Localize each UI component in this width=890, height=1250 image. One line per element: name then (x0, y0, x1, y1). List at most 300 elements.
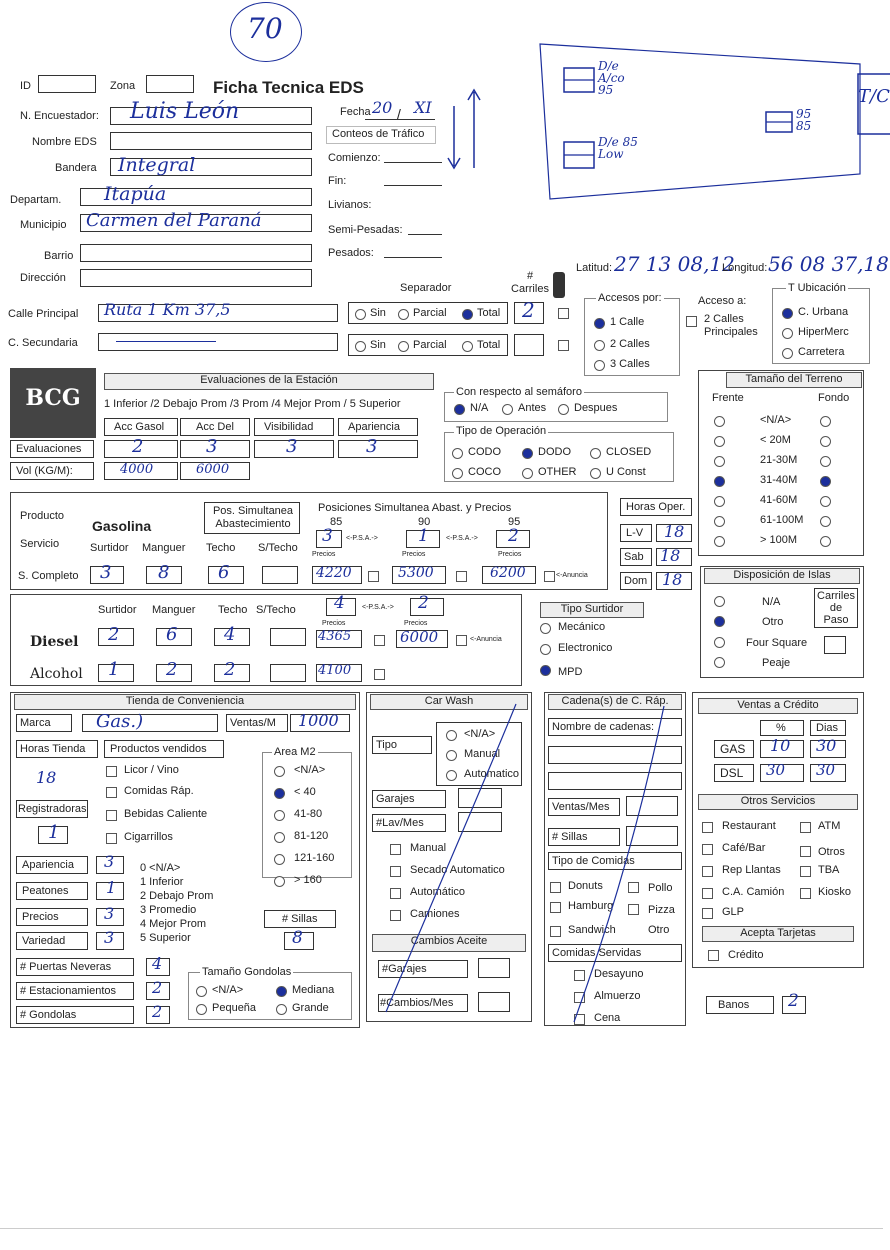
departamento-value: Itapúa (104, 183, 167, 205)
cw-auto: Automatico (464, 768, 520, 780)
pos-90-value: 1 (418, 526, 429, 546)
frente-radio[interactable] (714, 436, 725, 447)
form-title: Ficha Tecnica EDS (213, 78, 364, 97)
carriles-paso-field[interactable] (824, 636, 846, 654)
c-secundaria-dash (116, 341, 216, 342)
apariencia-label: Apariencia (22, 859, 74, 871)
sep1-total: Total (477, 307, 501, 319)
credito-dsl-dias: 30 (816, 761, 836, 779)
pesados-field[interactable] (384, 257, 442, 258)
cadena-crossout (544, 692, 686, 1026)
horas-tienda-value: 18 (36, 768, 57, 787)
semaforo-na: N/A (470, 402, 489, 414)
ubic-urbana: C. Urbana (798, 306, 849, 318)
cw-opt: Manual (410, 842, 447, 854)
diesel-manguer-value: 6 (166, 624, 178, 645)
col-stecho: S/Techo (258, 542, 298, 554)
area-opt: 121-160 (294, 852, 335, 864)
islas-na-radio[interactable] (714, 596, 725, 607)
gas-manguer-value: 8 (158, 562, 170, 583)
marca-value: Gas.) (96, 711, 144, 732)
tam-pequena: Pequeña (212, 1002, 257, 1014)
prod-licor-check[interactable] (106, 766, 117, 777)
longitud-value: 56 08 37,18 (768, 252, 889, 276)
cw-na: <N/A> (464, 728, 496, 740)
direccion-label: Dirección (20, 272, 66, 284)
semaforo-check-1[interactable] (558, 308, 569, 319)
form-number: 70 (247, 12, 283, 45)
comienzo-field[interactable] (384, 162, 442, 163)
registradoras-label: Registradoras (18, 803, 87, 815)
tam-pequena-radio[interactable] (196, 1004, 207, 1015)
diesel-precio1-value: 4365 (318, 629, 352, 644)
sketch-label-1: D/e A/co 95 (598, 59, 625, 97)
op-other-radio[interactable] (522, 468, 533, 479)
comida-opt: Sandwich (568, 924, 616, 936)
ventas-m-value: 1000 (298, 711, 339, 730)
cw-opt: Automático (410, 886, 466, 898)
encuestador-value: Luis León (130, 99, 240, 124)
op-uconst: U Const (606, 466, 646, 478)
estacionamientos-label: # Estacionamientos (20, 985, 116, 997)
diesel-stecho-field[interactable] (270, 628, 306, 646)
fecha-day: 20 (372, 98, 393, 117)
cw-garajes: Garajes (376, 793, 415, 805)
precios-label: Precios (22, 911, 59, 923)
precios-1: Precios (312, 551, 336, 558)
acceso-1-label: 1 Calle (610, 316, 645, 328)
frente-radio[interactable] (714, 456, 725, 467)
sep1-sin-radio[interactable] (355, 309, 366, 320)
prod-bebidas-check[interactable] (106, 810, 117, 821)
anuncia-95-check[interactable] (544, 571, 555, 582)
islas-peaje: Peaje (762, 657, 791, 669)
cadena-servidas: Comidas Servidas (552, 947, 642, 959)
bandera-label: Bandera (55, 162, 97, 174)
diesel-anuncia-label: <-Anuncia (470, 636, 502, 643)
tam-grande: Grande (292, 1002, 329, 1014)
otros-check[interactable] (702, 844, 713, 855)
area-opt: <N/A> (294, 764, 326, 776)
diesel-precios-1: Precios (322, 620, 346, 627)
op-uconst-radio[interactable] (590, 468, 601, 479)
pos-95-value: 2 (508, 526, 519, 546)
otros-check[interactable] (702, 822, 713, 833)
evaluaciones-scale: 1 Inferior /2 Debajo Prom /3 Prom /4 Mejor Prom / 5 Superior (104, 398, 401, 410)
municipio-value: Carmen del Paraná (86, 210, 262, 231)
area-radio[interactable] (274, 766, 285, 777)
diesel-anuncia-2[interactable] (456, 635, 467, 646)
sketch-label-right: T/C (858, 86, 890, 107)
pos-85-value: 3 (322, 526, 333, 546)
cadena-title: Cadena(s) de C. Ráp. (548, 694, 682, 710)
area-radio[interactable] (274, 876, 285, 887)
op-codo: CODO (468, 446, 501, 458)
gas-precio-95-value: 6200 (490, 565, 526, 581)
s-completo-label: S. Completo (18, 570, 79, 582)
barrio-label: Barrio (44, 250, 74, 262)
sep1-total-radio[interactable] (462, 309, 473, 320)
registradoras-value: 1 (48, 822, 60, 843)
sep2-total: Total (477, 339, 501, 351)
acceso-3-radio[interactable] (594, 360, 605, 371)
otros-title: Otros Servicios (698, 794, 858, 810)
area-radio[interactable] (274, 832, 285, 843)
prod-cigarrillos-check[interactable] (106, 833, 117, 844)
nombre-eds-field[interactable] (110, 132, 312, 150)
eval-value-4: 3 (366, 436, 378, 457)
terreno-title: Tamaño del Terreno (726, 372, 862, 388)
livianos-label: Livianos: (328, 199, 372, 211)
vol-value-2: 6000 (196, 462, 230, 477)
area-radio[interactable] (274, 788, 285, 799)
gas-techo-value: 6 (218, 562, 230, 583)
pos-sim-label: Pos. Simultanea Abastecimiento (212, 505, 294, 530)
sep1-parcial: Parcial (413, 307, 447, 319)
tienda-title: Tienda de Conveniencia (14, 694, 356, 710)
id-label: ID (20, 80, 31, 92)
prod-cigarrillos: Cigarrillos (124, 831, 173, 843)
banos-label: Banos (718, 999, 750, 1011)
otros-opt: Rep Llantas (722, 864, 781, 876)
op-coco: COCO (468, 466, 501, 478)
horas-lv-value: 18 (664, 522, 685, 541)
col-surtidor: Surtidor (90, 542, 129, 554)
scale-5: 5 Superior (140, 932, 191, 944)
diesel-pos2-value: 2 (418, 593, 429, 613)
carriles-label: # Carriles (511, 270, 549, 295)
scale-1: 1 Inferior (140, 876, 184, 888)
eval-field-4[interactable] (338, 440, 418, 458)
barrio-field[interactable] (80, 244, 312, 262)
productos-label: Productos vendidos (110, 743, 207, 755)
gas-precio-90-value: 5300 (398, 565, 434, 581)
page-edge (0, 1228, 883, 1229)
fondo-radio[interactable] (820, 436, 831, 447)
precios-3: Precios (498, 551, 522, 558)
sep2-parcial-radio[interactable] (398, 341, 409, 352)
semaforo-despues: Despues (574, 402, 618, 414)
col-manguer: Manguer (142, 542, 186, 554)
islas-peaje-radio[interactable] (714, 657, 725, 668)
prod-bebidas: Bebidas Caliente (124, 808, 208, 820)
alcohol-label: Alcohol (30, 666, 83, 682)
prod-licor: Licor / Vino (124, 764, 179, 776)
zona-field[interactable] (146, 75, 194, 93)
servicio-label: Servicio (20, 538, 60, 550)
apariencia-value: 3 (104, 852, 115, 871)
terreno-row: > 100M (760, 534, 797, 546)
carwash-title: Car Wash (370, 694, 528, 710)
vol-value-1: 4000 (120, 462, 154, 477)
gas-surtidor-value: 3 (100, 562, 112, 583)
conteos-label: Conteos de Tráfico (332, 128, 425, 140)
sillas-value: 8 (292, 928, 303, 948)
gondolas-value: 2 (152, 1002, 163, 1021)
area-opt: < 40 (294, 786, 316, 798)
alcohol-surtidor-value: 1 (108, 659, 120, 680)
tarjetas-credito: Crédito (728, 949, 764, 961)
tam-na: <N/A> (212, 984, 244, 996)
semaforo-despues-radio[interactable] (558, 404, 569, 415)
d-col-techo: Techo (218, 604, 248, 616)
islas-otro: Otro (762, 616, 784, 628)
frente-radio[interactable] (714, 416, 725, 427)
islas-otro-radio[interactable] (714, 616, 725, 627)
surtidor-mpd-radio[interactable] (540, 665, 551, 676)
separador-label: Separador (400, 282, 452, 294)
c-secundaria-label: C. Secundaria (8, 337, 78, 349)
credito-pct: % (776, 722, 786, 734)
cadena-nombre: Nombre de cadenas: (552, 721, 655, 733)
variedad-label: Variedad (22, 935, 66, 947)
horas-title: Horas Oper. (626, 501, 686, 513)
area-opt: 41-80 (294, 808, 323, 820)
cadena-ventas: Ventas/Mes (552, 801, 610, 813)
cadena-tipo: Tipo de Comidas (552, 855, 635, 867)
frente-radio[interactable] (714, 476, 725, 487)
otros-opt: Restaurant (722, 820, 776, 832)
gas-precio-85-value: 4220 (316, 565, 352, 581)
puertas-value: 4 (152, 954, 163, 973)
d-col-surtidor: Surtidor (98, 604, 137, 616)
sep2-total-radio[interactable] (462, 341, 473, 352)
calle-principal-label: Calle Principal (8, 308, 79, 320)
surtidor-mecanico-radio[interactable] (540, 623, 551, 634)
scale-2: 2 Debajo Prom (140, 890, 214, 902)
tam-grande-radio[interactable] (276, 1004, 287, 1015)
otros-opt: C.A. Camión (722, 886, 785, 898)
carriles-field-2[interactable] (514, 334, 544, 356)
acceso-3-label: 3 Calles (610, 358, 650, 370)
frente-radio[interactable] (714, 516, 725, 527)
sillas-label: # Sillas (282, 913, 318, 925)
diesel-surtidor-value: 2 (108, 624, 120, 645)
eval-col-accgasol-label: Acc Gasol (114, 421, 165, 433)
comida-opt: Hamburg (568, 900, 614, 912)
horas-sab-label: Sab (624, 551, 644, 563)
area-radio[interactable] (274, 854, 285, 865)
alcohol-techo-value: 2 (224, 659, 236, 680)
surtidor-mpd: MPD (558, 666, 583, 678)
eval-col-visibilidad-label: Visibilidad (264, 421, 314, 433)
pesados-label: Pesados: (328, 247, 374, 259)
surtidor-electronico-radio[interactable] (540, 644, 551, 655)
prod-comidas-check[interactable] (106, 787, 117, 798)
frente-radio[interactable] (714, 496, 725, 507)
terreno-frente: Frente (712, 392, 744, 404)
cw-opt: Secado Automatico (410, 864, 505, 876)
op-closed: CLOSED (606, 446, 652, 458)
fondo-radio[interactable] (820, 516, 831, 527)
vol-row-text: Vol (KG/M): (16, 465, 73, 477)
bandera-value: Integral (118, 154, 196, 176)
alcohol-stecho-field[interactable] (270, 664, 306, 682)
c-cambios: #Cambios/Mes (380, 997, 454, 1009)
op-coco-radio[interactable] (452, 468, 463, 479)
carwash-crossout (366, 692, 532, 1022)
otros-check[interactable] (800, 822, 811, 833)
tarjetas-title: Acepta Tarjetas (702, 926, 854, 942)
ubic-hipermerc-radio[interactable] (782, 328, 793, 339)
frente-radio[interactable] (714, 536, 725, 547)
acceso-1-radio[interactable] (594, 318, 605, 329)
calle-principal-value: Ruta 1 Km 37,5 (104, 300, 231, 319)
op-dodo-radio[interactable] (522, 448, 533, 459)
semaforo-check-2[interactable] (558, 340, 569, 351)
prod-comidas: Comidas Ráp. (124, 785, 194, 797)
puertas-label: # Puertas Neveras (20, 961, 112, 973)
sep2-parcial: Parcial (413, 339, 447, 351)
credito-gas-dias: 30 (816, 736, 837, 755)
surtidor-title: Tipo Surtidor (540, 602, 644, 618)
id-field[interactable] (38, 75, 96, 93)
alcohol-anuncia[interactable] (374, 669, 385, 680)
station-sketch (520, 34, 883, 214)
cw-lavmes: #Lav/Mes (376, 817, 424, 829)
scale-0: 0 <N/A> (140, 862, 181, 874)
fondo-radio[interactable] (820, 496, 831, 507)
eval-col-apariencia-label: Apariencia (348, 421, 400, 433)
pos-abast-label: Posiciones Simultanea Abast. y Precios (318, 502, 512, 514)
credito-gas: GAS (720, 742, 746, 756)
gas-stecho-field[interactable] (262, 566, 298, 584)
area-opt: 81-120 (294, 830, 329, 842)
tam-mediana: Mediana (292, 984, 335, 996)
cadena-sillas: # Sillas (552, 831, 588, 843)
calles-principales-check[interactable] (686, 316, 697, 327)
alcohol-manguer-value: 2 (166, 659, 178, 680)
otros-check[interactable] (800, 866, 811, 877)
op-closed-radio[interactable] (590, 448, 601, 459)
terreno-row: 61-100M (760, 514, 804, 526)
estacionamientos-value: 2 (152, 978, 163, 997)
semaforo-na-radio[interactable] (454, 404, 465, 415)
fondo-radio[interactable] (820, 456, 831, 467)
tam-na-radio[interactable] (196, 986, 207, 997)
fecha-sep: / (397, 106, 401, 122)
cw-manual: Manual (464, 748, 501, 760)
eval-value-3: 3 (286, 436, 298, 457)
area-radio[interactable] (274, 810, 285, 821)
fondo-radio[interactable] (820, 416, 831, 427)
evaluaciones-row-text: Evaluaciones (16, 443, 82, 455)
grade-95: 95 (508, 516, 521, 528)
fecha-month: XI (414, 98, 432, 117)
otros-check[interactable] (702, 888, 713, 899)
islas-foursquare: Four Square (746, 637, 808, 649)
otros-opt: Otros (818, 846, 845, 858)
producto-label: Producto (20, 510, 65, 522)
ubic-carretera-radio[interactable] (782, 348, 793, 359)
semipesados-label: Semi-Pesadas: (328, 224, 403, 236)
op-codo-radio[interactable] (452, 448, 463, 459)
fondo-radio[interactable] (820, 536, 831, 547)
psa-2: <-P.S.A.-> (446, 535, 478, 542)
tipo-operacion-title: Tipo de Operación (456, 425, 547, 437)
ventas-m-label: Ventas/M (230, 717, 276, 729)
islas-na: N/A (762, 596, 781, 608)
fondo-radio[interactable] (820, 476, 831, 487)
bcg-logo: BCG (10, 368, 96, 438)
semaforo-antes-radio[interactable] (502, 404, 513, 415)
horas-dom-value: 18 (662, 570, 683, 589)
carriles-value: 2 (522, 298, 535, 322)
semipesados-field[interactable] (408, 234, 442, 235)
scale-4: 4 Mejor Prom (140, 918, 207, 930)
evaluaciones-title: Evaluaciones de la Estación (104, 373, 434, 390)
cw-opt: Camiones (410, 908, 460, 920)
ink-arrows (440, 86, 490, 176)
ubic-urbana-radio[interactable] (782, 308, 793, 319)
acceso-2-radio[interactable] (594, 340, 605, 351)
otros-check[interactable] (800, 846, 811, 857)
credito-gas-pct: 10 (770, 736, 791, 755)
anuncia-90-check[interactable] (456, 571, 467, 582)
semaforo-title: Con respecto al semáforo (456, 386, 582, 398)
otros-check[interactable] (702, 866, 713, 877)
tam-gondolas-title: Tamaño Gondolas (202, 966, 292, 978)
fin-field[interactable] (384, 185, 442, 186)
eval-col-accdel-label: Acc Del (196, 421, 234, 433)
scale-3: 3 Promedio (140, 904, 197, 916)
islas-foursquare-radio[interactable] (714, 637, 725, 648)
horas-lv-label: L-V (626, 527, 644, 539)
sketch-label-3: 95 85 (796, 107, 812, 133)
carriles-paso-label: Carriles de Paso (817, 590, 855, 626)
diesel-anuncia-1[interactable] (374, 635, 385, 646)
grade-90: 90 (418, 516, 431, 528)
diesel-precios-2: Precios (404, 620, 428, 627)
terreno-row: 31-40M (760, 474, 798, 486)
direccion-field[interactable] (80, 269, 312, 287)
peatones-value: 1 (106, 878, 117, 897)
otros-check[interactable] (702, 908, 713, 919)
anuncia-85-check[interactable] (368, 571, 379, 582)
credito-dsl: DSL (720, 766, 744, 780)
sep1-parcial-radio[interactable] (398, 309, 409, 320)
otros-check[interactable] (800, 888, 811, 899)
fecha-underline (365, 119, 435, 120)
otros-opt: TBA (818, 864, 840, 876)
sep2-sin: Sin (370, 339, 386, 351)
banos-value: 2 (788, 991, 799, 1011)
servida-opt: Desayuno (594, 968, 644, 980)
eval-value-1: 2 (132, 436, 144, 457)
comienzo-label: Comienzo: (328, 152, 381, 164)
otros-opt: GLP (722, 906, 745, 918)
horas-tienda-label: Horas Tienda (20, 743, 86, 755)
diesel-label: Diesel (30, 634, 79, 650)
surtidor-mecanico: Mecánico (558, 621, 606, 633)
terreno-row: <N/A> (760, 414, 792, 426)
c-secundaria-field[interactable] (98, 333, 338, 351)
tam-mediana-radio[interactable] (276, 986, 287, 997)
d-col-manguer: Manguer (152, 604, 196, 616)
precios-2: Precios (402, 551, 426, 558)
alcohol-precio-value: 4100 (318, 663, 352, 678)
diesel-psa: <-P.S.A.-> (362, 604, 394, 611)
variedad-value: 3 (104, 928, 115, 947)
tarjetas-credito-check[interactable] (708, 950, 719, 961)
otros-opt: Café/Bar (722, 842, 766, 854)
diesel-pos-value: 4 (334, 593, 345, 613)
area-title: Area M2 (274, 746, 316, 758)
sep2-sin-radio[interactable] (355, 341, 366, 352)
credito-dias: Dias (816, 722, 839, 734)
longitud-label: Longitud: (722, 262, 768, 274)
comida-opt: Pizza (648, 904, 675, 916)
